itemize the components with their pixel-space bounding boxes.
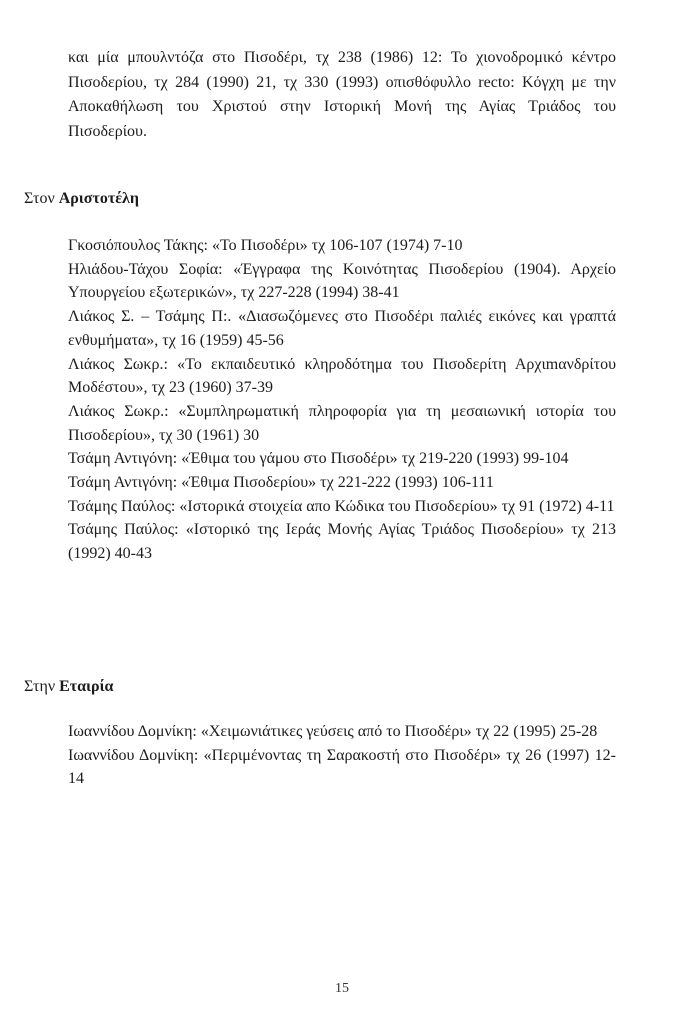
bibliography-entry: Τσάμης Παύλος: «Ιστορικό της Ιεράς Μονής Αγίας Τριάδος Πισοδερίου» τχ 213 (1992) 40-43 [68,521,616,563]
bibliography-entry: Λιάκος Σ. – Τσάμης Π:. «Διασωζόμενες στο Πισοδέρι παλιές εικόνες και γραπτά ενθυμήματα», τχ 16 (1959) 45-56 [68,308,616,349]
bibliography-entry: Γκοσιόπουλος Τάκης: «Το Πισοδέρι» τχ 106-107 (1974) 7-10 [68,237,463,254]
bibliography-list-etairia [68,720,616,791]
bibliography-entry: Λιάκος Σωκρ.: «Συμπληρωματική πληροφορία για τη μεσαιωνική ιστορία του Πισοδερίου», τχ 30 (1961) 30 [68,402,616,444]
section-heading-etairia [24,676,113,698]
bibliography-entry: Ιωαννίδου Δομνίκη: «Περιμένοντας τη Σαρακοστή στο Πισοδέρι» τχ 26 (1997) 12-14 [68,746,616,788]
section-heading-title: Εταιρία [59,678,114,695]
section-heading-aristoteli [24,188,139,210]
section-heading-prefix: Στην [24,678,56,695]
bibliography-entry: Ιωαννίδου Δομνίκη: «Χειμωνιάτικες γεύσεις από το Πισοδέρι» τχ 22 (1995) 25-28 [68,723,598,740]
section-heading-title: Αριστοτέλη [58,190,139,207]
section-heading-prefix: Στον [24,190,55,207]
bibliography-entry: Τσάμης Παύλος: «Ιστορικά στοιχεία απο Κώδικα του Πισοδερίου» τχ 91 (1972) 4-11 [68,497,615,515]
bibliography-entry: Τσάμη Αντιγόνη: «Έθιμα Πισοδερίου» τχ 221-222 (1993) 106-111 [68,474,494,492]
intro-paragraph: και μία μπουλντόζα στο Πισοδέρι, τχ 238 (1986) 12: Το χιονοδρομικό κέντρο Πισοδερίου, τχ 284 (1990) 21, τχ 330 (1993) οπισθόφυλλο recto: Κόγχη με την Αποκαθήλωση του Χριστού στην Ιστορική Μονή της Αγίας Τριάδος του Πισοδερίου. [68,49,616,140]
bibliography-entry: Ηλιάδου-Τάχου Σοφία: «Έγγραφα της Κοινότητας Πισοδερίου (1904). Αρχείο Υπουργείου εξωτερικών», τχ 227-228 (1994) 38-41 [68,260,616,302]
page-number: 15 [335,981,349,996]
bibliography-entry: Λιάκος Σωκρ.: «Το εκπαιδευτικό κληροδότημα του Πισοδερίτη Αρχιmανδρίτου Μοδέστου», τχ 23 (1960) 37-39 [68,355,616,397]
bibliography-entry: Τσάμη Αντιγόνη: «Έθιμα του γάμου στο Πισοδέρι» τχ 219-220 (1993) 99-104 [68,450,569,468]
bibliography-list-aristoteli [68,234,616,566]
